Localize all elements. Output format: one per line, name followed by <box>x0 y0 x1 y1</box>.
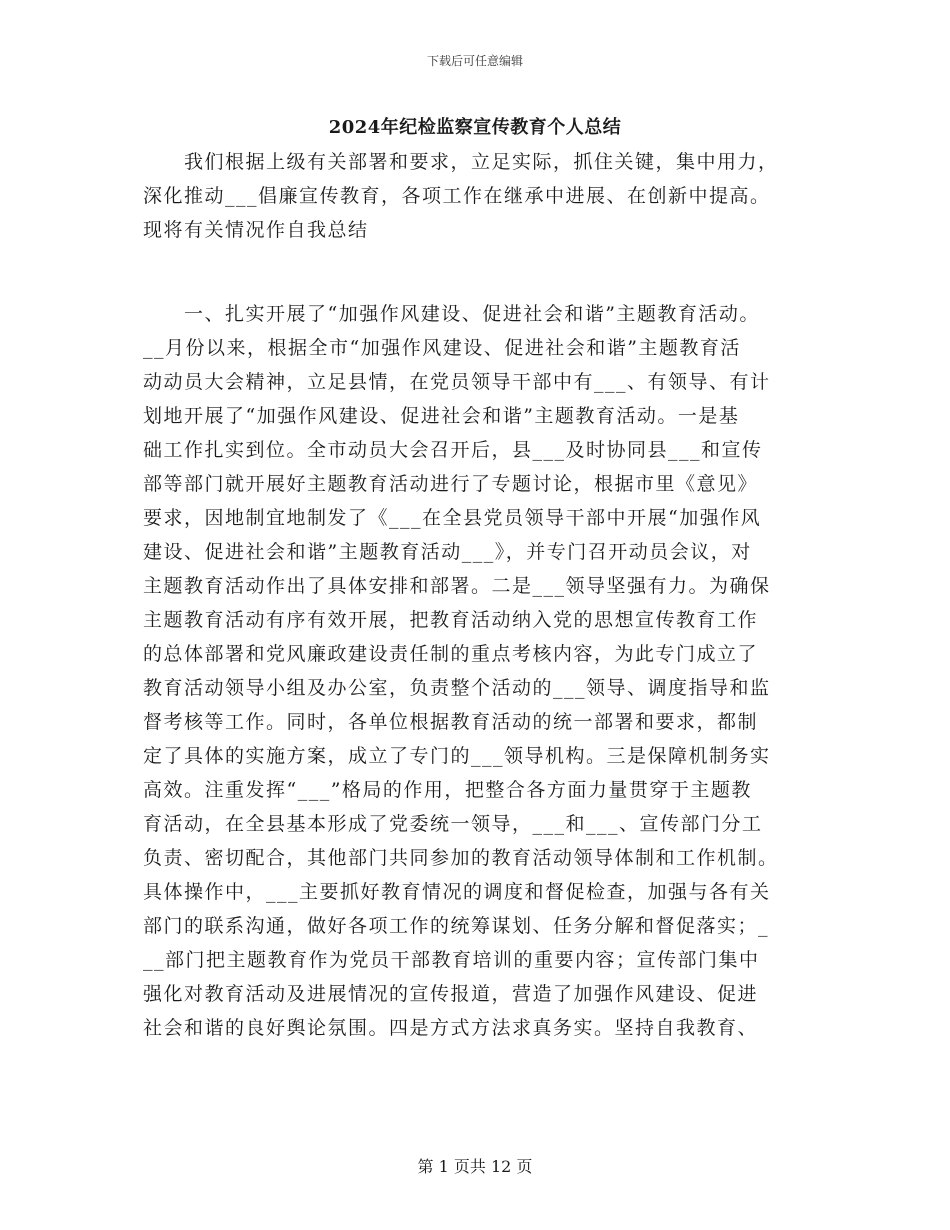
paragraph-line: 定了具体的实施方案，成立了专门的___领导机构。三是保障机制务实 <box>143 745 771 767</box>
paragraph-line: 育活动，在全县基本形成了党委统一领导，___和___、宣传部门分工 <box>143 813 763 835</box>
paragraph-line: 教育活动领导小组及办公室，负责整个活动的___领导、调度指导和监 <box>143 677 771 699</box>
paragraph-line: 划地开展了“加强作风建设、促进社会和谐”主题教育活动。一是基 <box>143 405 740 427</box>
paragraph-line: 负责、密切配合，其他部门共同参加的教育活动领导体制和工作机制。 <box>143 847 779 869</box>
paragraph-line: 主题教育活动有序有效开展，把教育活动纳入党的思想宣传教育工作 <box>143 609 759 631</box>
paragraph-line: 一、扎实开展了“加强作风建设、促进社会和谐”主题教育活动。 <box>143 303 760 325</box>
page-header-note: 下载后可任意编辑 <box>426 54 523 68</box>
paragraph-line: 现将有关情况作自我总结 <box>143 219 369 241</box>
paragraph-line: 我们根据上级有关部署和要求，立足实际，抓住关键，集中用力， <box>143 151 779 173</box>
paragraph-line: 深化推动___倡廉宣传教育，各项工作在继承中进展、在创新中提高。 <box>143 185 771 207</box>
paragraph-line: 动动员大会精神，立足县情，在党员领导干部中有___、有领导、有计 <box>143 371 771 393</box>
paragraph-line: 部等部门就开展好主题教育活动进行了专题讨论，根据市里《意见》 <box>143 473 759 495</box>
paragraph-line: 部门的联系沟通，做好各项工作的统筹谋划、任务分解和督促落实；_ <box>143 915 770 937</box>
paragraph-line: 础工作扎实到位。全市动员大会召开后，县___及时协同县___和宣传 <box>143 439 763 461</box>
section-one-paragraph <box>143 297 807 1045</box>
paragraph-line: 主题教育活动作出了具体安排和部署。二是___领导坚强有力。为确保 <box>143 575 771 597</box>
paragraph-line: 具体操作中，___主要抓好教育情况的调度和督促检查，加强与各有关 <box>143 881 771 903</box>
paragraph-line: 高效。注重发挥“___”格局的作用，把整合各方面力量贯穿于主题教 <box>143 779 752 801</box>
page-number: 第 1 页共 12 页 <box>417 1157 533 1176</box>
paragraph-line: 强化对教育活动及进展情况的宣传报道，营造了加强作风建设、促进 <box>143 983 759 1005</box>
paragraph-line: __月份以来，根据全市“加强作风建设、促进社会和谐”主题教育活 <box>143 337 741 359</box>
paragraph-line: 督考核等工作。同时，各单位根据教育活动的统一部署和要求，都制 <box>143 711 759 733</box>
paragraph-line: 社会和谐的良好舆论氛围。四是方式方法求真务实。坚持自我教育、 <box>143 1017 759 1039</box>
paragraph-line: 的总体部署和党风廉政建设责任制的重点考核内容，为此专门成立了 <box>143 643 759 665</box>
paragraph-line: 要求，因地制宜地制发了《___在全县党员领导干部中开展“加强作风 <box>143 507 762 529</box>
paragraph-line: 建设、促进社会和谐”主题教育活动___》，并专门召开动员会议，对 <box>143 541 752 563</box>
paragraph-line: __部门把主题教育作为党员干部教育培训的重要内容；宣传部门集中 <box>143 949 760 971</box>
intro-paragraph <box>143 145 807 247</box>
document-title: 2024年纪检监察宣传教育个人总结 <box>328 117 622 138</box>
